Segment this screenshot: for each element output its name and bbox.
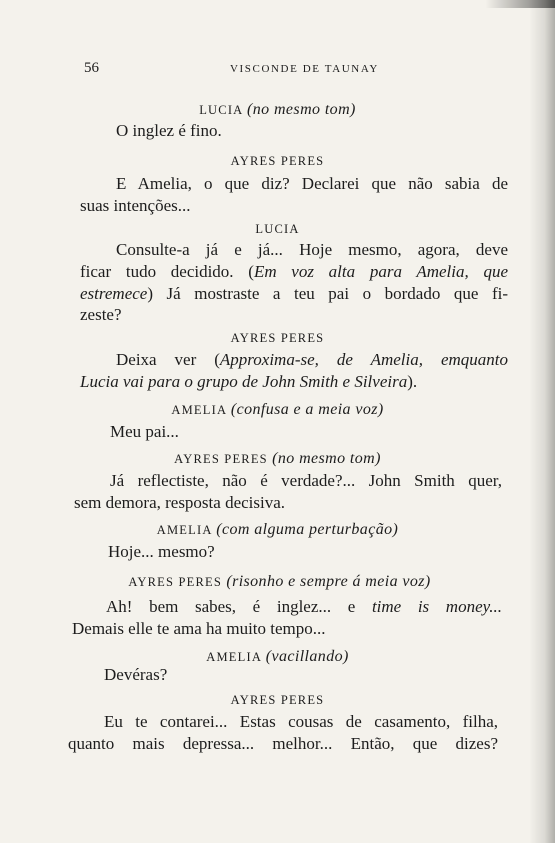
- dialogue-line: [80, 262, 508, 282]
- paren-open: (: [247, 101, 253, 118]
- dialogue-line: suas intenções...: [80, 196, 191, 215]
- paren-open: (: [216, 521, 222, 538]
- dialogue-line: [80, 284, 508, 304]
- dialogue-line: Hoje... mesmo?: [108, 542, 215, 561]
- stage-direction: Em voz alta para Amelia, que: [253, 262, 508, 281]
- paren-close: ): [343, 648, 349, 665]
- stage-direction: estremece: [80, 284, 148, 303]
- dialogue-text: ficar tudo decidido. (: [80, 262, 254, 281]
- dialogue-line: Demais elle te ama ha muito tempo...: [72, 619, 326, 638]
- dialogue-line: Consulte-a já e já... Hoje mesmo, agora, deve: [116, 240, 508, 259]
- direction-text: no mesmo tom: [252, 101, 351, 118]
- speaker-heading: [0, 450, 555, 468]
- paren-close: ): [350, 101, 356, 118]
- direction-text: vacillando: [271, 648, 343, 665]
- direction-text: risonho e sempre á meia voz: [232, 573, 425, 590]
- page-number: 56: [84, 60, 99, 76]
- stage-direction: Lucia vai para o grupo de John Smith e Silveira: [80, 372, 408, 391]
- dialogue-line: [106, 597, 502, 617]
- dialogue-line: [80, 372, 417, 392]
- page-corner-shadow: [485, 0, 555, 8]
- direction-text: confusa e a meia voz: [236, 401, 378, 418]
- dialogue-line: Eu te contarei... Estas cousas de casamento, filha,: [104, 712, 498, 731]
- stage-direction: Approxima-se, de Amelia, emquanto: [219, 350, 508, 369]
- paren-close: ): [375, 450, 381, 467]
- paren-close: ): [377, 401, 384, 418]
- dialogue-line: O inglez é fino.: [116, 121, 222, 140]
- stage-direction: [266, 648, 349, 665]
- stage-direction: [226, 573, 430, 590]
- dialogue-line: Meu pai...: [110, 422, 179, 441]
- direction-text: no mesmo tom: [277, 450, 376, 467]
- paren-open: (: [230, 401, 237, 418]
- speaker-name: AYRES PERES: [174, 452, 268, 466]
- dialogue-line: Devéras?: [104, 665, 168, 684]
- stage-direction: time is money...: [371, 597, 502, 616]
- paren-close: ): [424, 573, 431, 590]
- stage-direction: [272, 450, 381, 467]
- speaker-heading: [0, 154, 555, 169]
- speaker-name: AYRES PERES: [230, 331, 325, 345]
- dialogue-line: sem demora, resposta decisiva.: [74, 493, 286, 512]
- speaker-heading: [0, 648, 555, 666]
- speaker-name: AMELIA: [206, 650, 262, 664]
- speaker-heading: [0, 331, 555, 346]
- stage-direction: [216, 521, 398, 538]
- speaker-name: AMELIA: [156, 523, 212, 537]
- paren-open: (: [265, 648, 272, 665]
- dialogue-line: zeste?: [80, 305, 122, 324]
- paren-close: ): [392, 521, 399, 538]
- stage-direction: [231, 401, 384, 418]
- dialogue-text: ).: [407, 372, 418, 391]
- dialogue-text: ) Já mostraste a teu pai o bordado que fi-: [147, 284, 508, 303]
- dialogue-line: [116, 350, 508, 370]
- speaker-heading: [0, 693, 555, 708]
- speaker-name: AYRES PERES: [230, 693, 325, 707]
- speaker-name: LUCIA: [199, 103, 243, 117]
- page-header: [0, 60, 555, 80]
- dialogue-line: quanto mais depressa... melhor... Então, que dizes?: [68, 734, 498, 753]
- speaker-heading: [0, 401, 555, 419]
- speaker-heading: [2, 573, 555, 591]
- dialogue-text: Deixa ver (: [116, 350, 220, 369]
- speaker-heading: [0, 521, 555, 539]
- dialogue-text: Ah! bem sabes, é inglez... e: [106, 597, 372, 616]
- running-head: VISCONDE DE TAUNAY: [230, 63, 379, 75]
- paren-open: (: [226, 573, 233, 590]
- speaker-heading: [0, 101, 555, 119]
- speaker-name: AYRES PERES: [128, 575, 222, 589]
- dialogue-line: E Amelia, o que diz? Declarei que não sabia de: [116, 174, 508, 193]
- dialogue-line: Já reflectiste, não é verdade?... John Smith quer,: [110, 471, 502, 490]
- stage-direction: [247, 101, 356, 118]
- direction-text: com alguma perturbação: [221, 521, 393, 538]
- speaker-heading: [0, 222, 555, 237]
- speaker-name: AMELIA: [171, 403, 227, 417]
- page-edge-shadow: [529, 0, 555, 843]
- speaker-name: LUCIA: [255, 222, 300, 236]
- speaker-name: AYRES PERES: [230, 154, 325, 168]
- paren-open: (: [272, 450, 278, 467]
